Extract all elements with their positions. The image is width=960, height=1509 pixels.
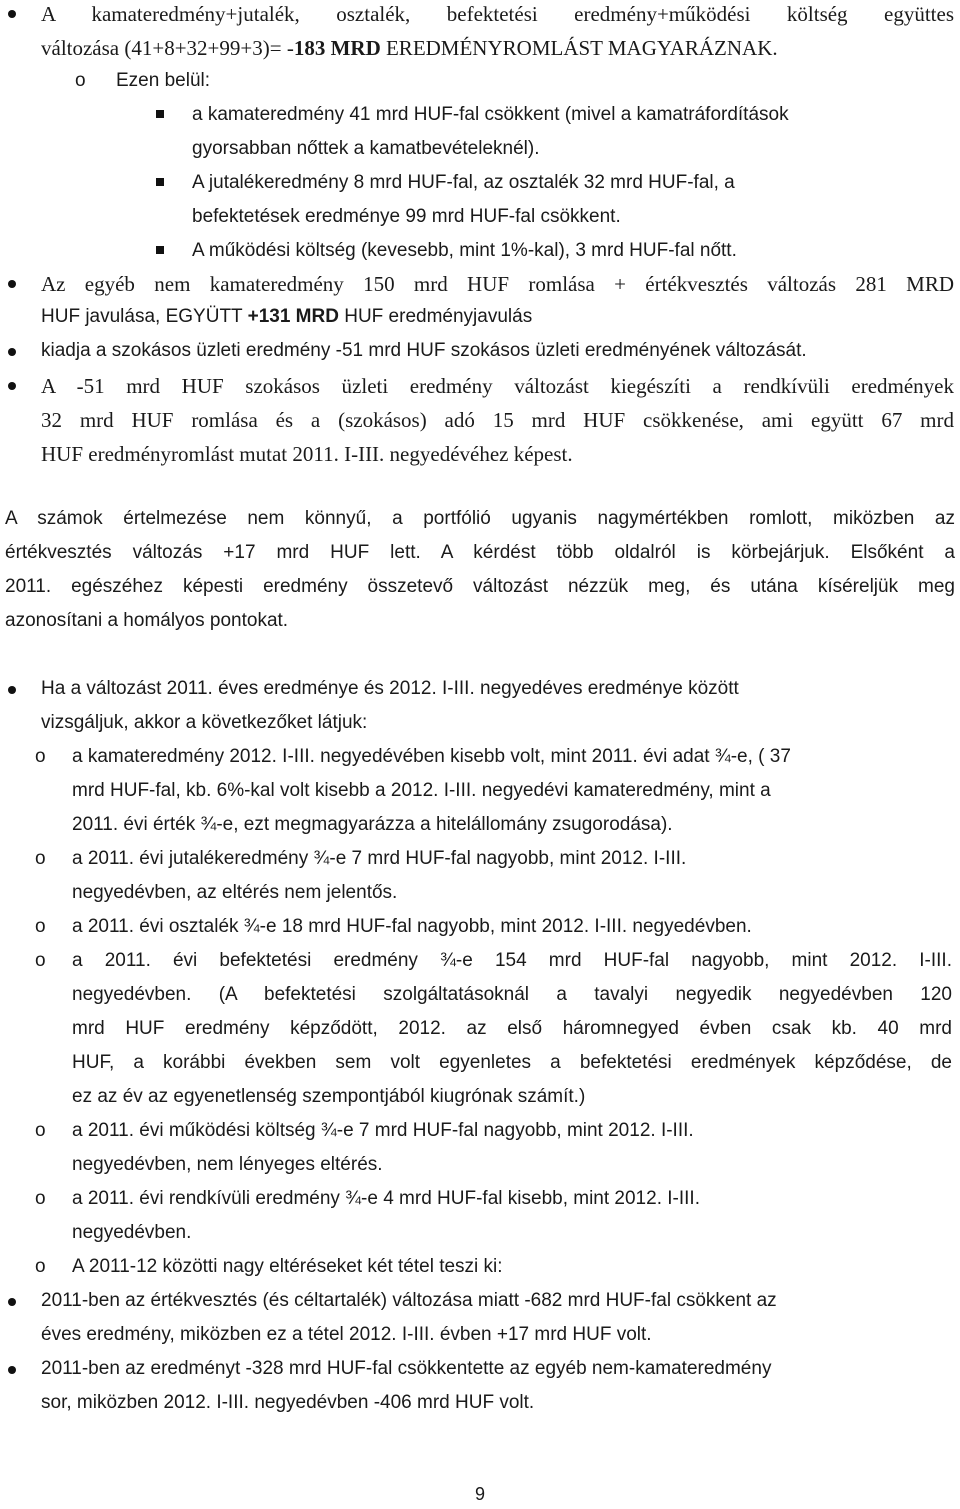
- circle-bullet-icon: o: [35, 1120, 46, 1141]
- document-page: A kamateredmény+jutalék, osztalék, befektetési eredmény+működési költség együttes változása (41+8+32+99+3)= -183 MRD EREDMÉNYROMLÁST MAGYARÁZNAK. o Ezen belül: a kamateredmény 41 mrd HUF-fal csökkent (mivel a kamatráfordítások gyorsabban nőttek a kamatbevételeknél). A jutalékeredmény 8 mrd HUF-fal, az osztalék 32 mrd HUF-fal, a befektetések eredménye 99 mrd HUF-fal csökkent. A működési költség (kevesebb, mint 1%-kal), 3 mrd HUF-fal nőtt. Az egyéb nem kamateredmény 150 mrd HUF romlása + értékvesztés változás 281 MRD HUF javulása, EGYÜTT +131 MRD HUF eredményjavulás kiadja a szokásos üzleti eredmény -51 mrd HUF szokásos üzleti eredményének változását. A -51 mrd HUF szokásos üzleti eredmény változást kiegészíti a rendkívüli eredmények 32 mrd HUF romlása és a (szokásos) adó 15 mrd HUF csökkenése, ami együtt 67 mrd HUF eredményromlást mutat 2011. I-III. negyedévéhez képest. A számok értelmezése nem könnyű, a portfólió ugyanis nagymértékben romlott, miközben az értékvesztés változás +17 mrd HUF lett. A kérdést több oldalról is körbejárjuk. Elsőként a 2011. egészéhez képesti eredmény összetevő változást nézzük meg, és utána kíséreljük meg azonosítani a homályos pontokat. Ha a változást 2011. éves eredménye és 2012. I-III. negyedéves eredménye között vizsgáljuk, akkor a következőket látjuk: o a kamateredmény 2012. I-III. negyedévében kisebb volt, mint 2011. évi adat ¾-e, ( 37 mrd HUF-fal, kb. 6%-kal volt kisebb a 2012. I-III. negyedévi kamateredmény, mint a 2011. évi érték ¾-e, ezt megmagyarázza a hitelállomány zsugorodása). o a 2011. évi jutalékeredmény ¾-e 7 mrd HUF-fal nagyobb, mint 2012. I-III. negyedévben, az eltérés nem jelentős. o a 2011. évi osztalék ¾-e 18 mrd HUF-fal nagyobb, mint 2012. I-III. negyedévben. o a 2011. évi befektetési eredmény ¾-e 154 mrd HUF-fal nagyobb, mint 2012. I-III. negyedévben. (A befektetési szolgáltatásoknál a tavalyi negyedik negyedévben 120 mrd HUF eredmény képződött, 2012. az első háromnegyed évben csak kb. 40 mrd HUF, a korábbi években sem volt egyenletes a befektetési eredmények képződése, de ez az év az egyenetlenség szempontjából kiugrónak számít.) o a 2011. évi működési költség ¾-e 7 mrd HUF-fal nagyobb, mint 2012. I-III. negyedévben, nem lényeges eltérés. o a 2011. évi rendkívüli eredmény ¾-e 4 mrd HUF-fal kisebb, mint 2012. I-III. negyedévben. o A 2011-12 közötti nagy eltéréseket két tétel teszi ki: 2011-ben az értékvesztés (és céltartalék) változása miatt -682 mrd HUF-fal csökkent az éves eredmény, miközben ez a tétel 2012. I-III. évben +17 mrd HUF volt. 2011-ben az eredményt -328 mrd HUF-fal csökkentette az egyéb nem-kamateredmény sor, miközben 2012. I-III. negyedévben -406 mrd HUF volt. 9: [0, 0, 960, 1509]
- bullet-icon: [8, 1366, 16, 1374]
- bullet-icon: [8, 382, 16, 390]
- text-run: változása (41+8+32+99+3)= -183 MRD EREDMÉNYROMLÁST MAGYARÁZNAK.: [41, 36, 778, 60]
- bullet-icon: [8, 10, 16, 18]
- circle-bullet-icon: o: [35, 848, 46, 869]
- page-number: 9: [474, 1484, 485, 1504]
- bullet-icon: [8, 280, 16, 288]
- bullet-icon: [8, 1298, 16, 1306]
- circle-bullet-icon: o: [35, 950, 46, 971]
- circle-bullet-icon: o: [35, 746, 46, 767]
- circle-bullet-icon: o: [35, 1188, 46, 1209]
- circle-bullet-icon: o: [35, 916, 46, 937]
- circle-bullet-icon: o: [75, 70, 86, 91]
- square-bullet-icon: [156, 178, 164, 186]
- bullet-icon: [8, 686, 16, 694]
- circle-bullet-icon: o: [35, 1256, 46, 1277]
- square-bullet-icon: [156, 246, 164, 254]
- text-run: HUF javulása, EGYÜTT +131 MRD HUF eredményjavulás: [41, 306, 533, 327]
- bullet-icon: [8, 348, 16, 356]
- square-bullet-icon: [156, 110, 164, 118]
